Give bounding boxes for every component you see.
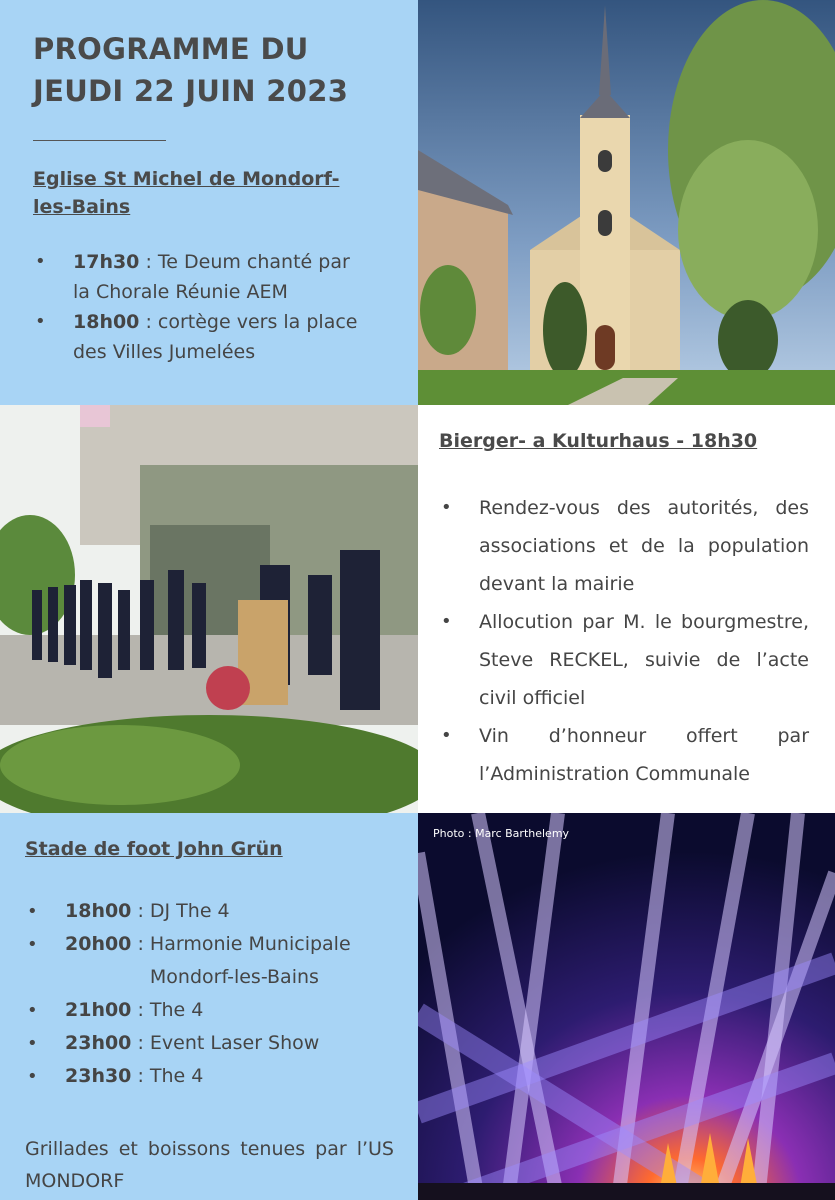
list-item: • 20h00 : Harmonie Municipale Mondorf-les-Bains: [25, 928, 396, 994]
title-line-2: JEUDI 22 JUIN 2023: [33, 74, 349, 108]
laser-show-photo: [418, 813, 835, 1200]
item-text: : cortège vers la place: [139, 311, 358, 333]
item-time: • 23h00: [65, 1032, 132, 1054]
list-item: • 18h00 : DJ The 4: [25, 895, 396, 928]
item-text: Event Laser Show: [149, 1032, 320, 1054]
church-illustration: [418, 0, 835, 405]
church-photo: [418, 0, 835, 405]
stade-section: [0, 813, 418, 1200]
church-heading: [33, 165, 418, 221]
item-time: 17h30: [73, 251, 140, 273]
photo-credit: Photo : Marc Barthelemy: [433, 827, 570, 840]
ceremony-photo: [0, 405, 418, 813]
item-time: • 18h00: [65, 900, 132, 922]
kulturhaus-program-list: [439, 489, 809, 793]
item-text: The 4: [149, 1065, 204, 1087]
list-item: • Vin d’honneur offert par l’Administration Communale: [439, 717, 809, 793]
item-text-cont: des Villes Jumelées: [73, 341, 256, 363]
item-time: • 23h30: [65, 1065, 132, 1087]
list-item: • 23h30 : The 4: [25, 1060, 396, 1093]
church-heading-line-1: Eglise St Michel de Mondorf-: [33, 168, 340, 190]
list-item: • Rendez-vous des autorités, des associations et de la population devant la mairie: [439, 489, 809, 603]
list-item: [33, 247, 418, 307]
item-text: DJ The 4: [149, 900, 230, 922]
laser-illustration: [418, 813, 835, 1200]
list-item: • Allocution par M. le bourgmestre, Steve RECKEL, suivie de l’acte civil officiel: [439, 603, 809, 717]
list-item: • 21h00 : The 4: [25, 994, 396, 1027]
kulturhaus-section: [418, 405, 835, 813]
title-divider: [33, 140, 166, 141]
list-item: • 23h00 : Event Laser Show: [25, 1027, 396, 1060]
item-time: • 21h00: [65, 999, 132, 1021]
food-note: Grillades et boissons tenues par l’US MONDORF: [25, 1138, 394, 1192]
title-line-1: PROGRAMME DU: [33, 32, 309, 66]
page-title: [33, 28, 418, 112]
item-time: • 20h00: [65, 933, 132, 955]
item-text: The 4: [149, 999, 204, 1021]
church-heading-line-2: les-Bains: [33, 196, 131, 218]
kulturhaus-heading: Bierger- a Kulturhaus - 18h30: [439, 430, 758, 452]
item-text: : Te Deum chanté par: [139, 251, 350, 273]
church-section: [0, 0, 418, 405]
church-program-list: [33, 247, 418, 367]
stade-program-list: [25, 895, 396, 1093]
stade-heading: Stade de foot John Grün: [25, 838, 283, 860]
item-text-cont: la Chorale Réunie AEM: [73, 281, 288, 303]
ceremony-illustration: [0, 405, 418, 813]
item-text: Harmonie Municipale Mondorf-les-Bains: [149, 933, 351, 988]
list-item: [33, 307, 418, 367]
item-time: 18h00: [73, 311, 140, 333]
